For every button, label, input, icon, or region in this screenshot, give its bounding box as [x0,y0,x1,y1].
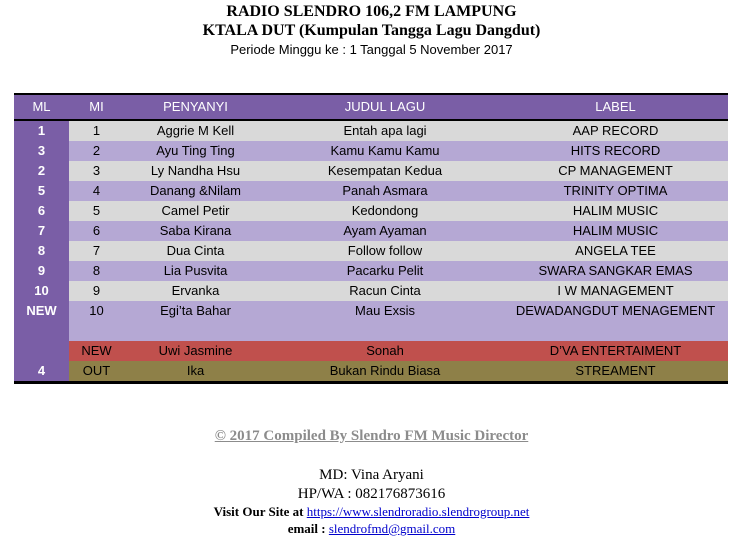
cell-singer: Saba Kirana [159,223,232,238]
table-row [14,141,728,161]
table-header [14,93,728,121]
cell-mi: OUT [69,361,124,381]
music-director: MD: Vina Aryani [319,467,424,483]
cell-mi: 6 [92,223,101,238]
table-row [14,241,728,261]
email-line [0,521,743,537]
email-prefix: email : [287,521,329,536]
cell-song: Pacarku Pelit [346,263,424,278]
cell-ml: 9 [14,261,69,281]
cell-label: TRINITY OPTIMA [563,183,668,198]
cell-song: Panah Asmara [342,183,428,198]
cell-song: Kamu Kamu Kamu [330,143,440,158]
phone-number: HP/WA : 082176873616 [297,486,446,502]
cell-label: CP MANAGEMENT [558,163,673,178]
cell-singer: Lia Pusvita [163,263,228,278]
cell-song: Bukan Rindu Biasa [267,361,503,381]
email-link[interactable]: slendrofmd@gmail.com [328,521,456,536]
cell-ml: 1 [14,121,69,141]
column-header-ml: ML [32,99,51,114]
cell-ml: 6 [14,201,69,221]
cell-label: AAP RECORD [572,123,659,138]
cell-ml: NEW [14,301,69,341]
cell-singer: Egi’ta Bahar [160,303,231,318]
cell-ml: 8 [14,241,69,261]
copyright-text: © 2017 Compiled By Slendro FM Music Director [214,428,529,444]
cell-singer: Ervanka [171,283,220,298]
cell-ml: 3 [14,141,69,161]
cell-label: HALIM MUSIC [572,223,659,238]
cell-singer: Ika [124,361,267,381]
table-row-out-entry [14,361,728,381]
column-header-mi: MI [89,99,104,114]
period-text: Periode Minggu ke : 1 Tanggal 5 November 2017 [230,42,513,57]
table-row [14,221,728,241]
site-line [0,504,743,520]
cell-label: HALIM MUSIC [572,203,659,218]
table-row [14,121,728,141]
table-row [14,161,728,181]
cell-song: Mau Exsis [355,303,415,318]
cell-song: Racun Cinta [349,283,421,298]
cell-singer: Ayu Ting Ting [156,143,235,158]
cell-ml: 4 [14,361,69,381]
site-prefix: Visit Our Site at [213,504,307,519]
cell-song: Follow follow [347,243,423,258]
cell-singer: Camel Petir [161,203,230,218]
cell-song: Ayam Ayaman [343,223,427,238]
column-header-singer: PENYANYI [163,99,228,114]
cell-ml: 2 [14,161,69,181]
cell-singer: Ly Nandha Hsu [150,163,241,178]
column-header-song: JUDUL LAGU [344,99,426,114]
cell-song: Kedondong [351,203,419,218]
cell-label: STREAMENT [503,361,728,381]
cell-mi: 5 [92,203,101,218]
chart-subtitle: KTALA DUT (Kumpulan Tangga Lagu Dangdut) [202,22,541,39]
cell-mi: NEW [69,341,124,361]
cell-song: Sonah [267,341,503,361]
cell-label: SWARA SANGKAR EMAS [538,263,693,278]
table-row [14,281,728,301]
table-row [14,301,728,341]
cell-singer: Aggrie M Kell [156,123,235,138]
cell-label: HITS RECORD [570,143,661,158]
cell-ml [14,341,69,361]
site-link[interactable]: https://www.slendroradio.slendrogroup.net [306,504,530,519]
cell-ml: 10 [14,281,69,301]
cell-song: Kesempatan Kedua [327,163,443,178]
cell-label: D’VA ENTERTAIMENT [503,341,728,361]
page-title: RADIO SLENDRO 106,2 FM LAMPUNG [226,3,517,20]
cell-mi: 9 [92,283,101,298]
cell-label: ANGELA TEE [575,243,656,258]
cell-singer: Uwi Jasmine [124,341,267,361]
cell-song: Entah apa lagi [343,123,427,138]
table-row [14,181,728,201]
cell-mi: 7 [92,243,101,258]
cell-singer: Danang &Nilam [149,183,242,198]
cell-mi: 1 [92,123,101,138]
cell-label: DEWADANGDUT MENAGEMENT [515,303,716,318]
cell-ml: 7 [14,221,69,241]
table-row [14,201,728,221]
chart-table [14,93,728,384]
cell-singer: Dua Cinta [166,243,225,258]
cell-label: I W MANAGEMENT [557,283,674,298]
cell-mi: 8 [92,263,101,278]
table-row-new-entry [14,341,728,361]
cell-ml: 5 [14,181,69,201]
cell-mi: 2 [92,143,101,158]
cell-mi: 10 [89,303,104,318]
table-row [14,261,728,281]
cell-mi: 4 [92,183,101,198]
column-header-label: LABEL [595,99,636,114]
cell-mi: 3 [92,163,101,178]
